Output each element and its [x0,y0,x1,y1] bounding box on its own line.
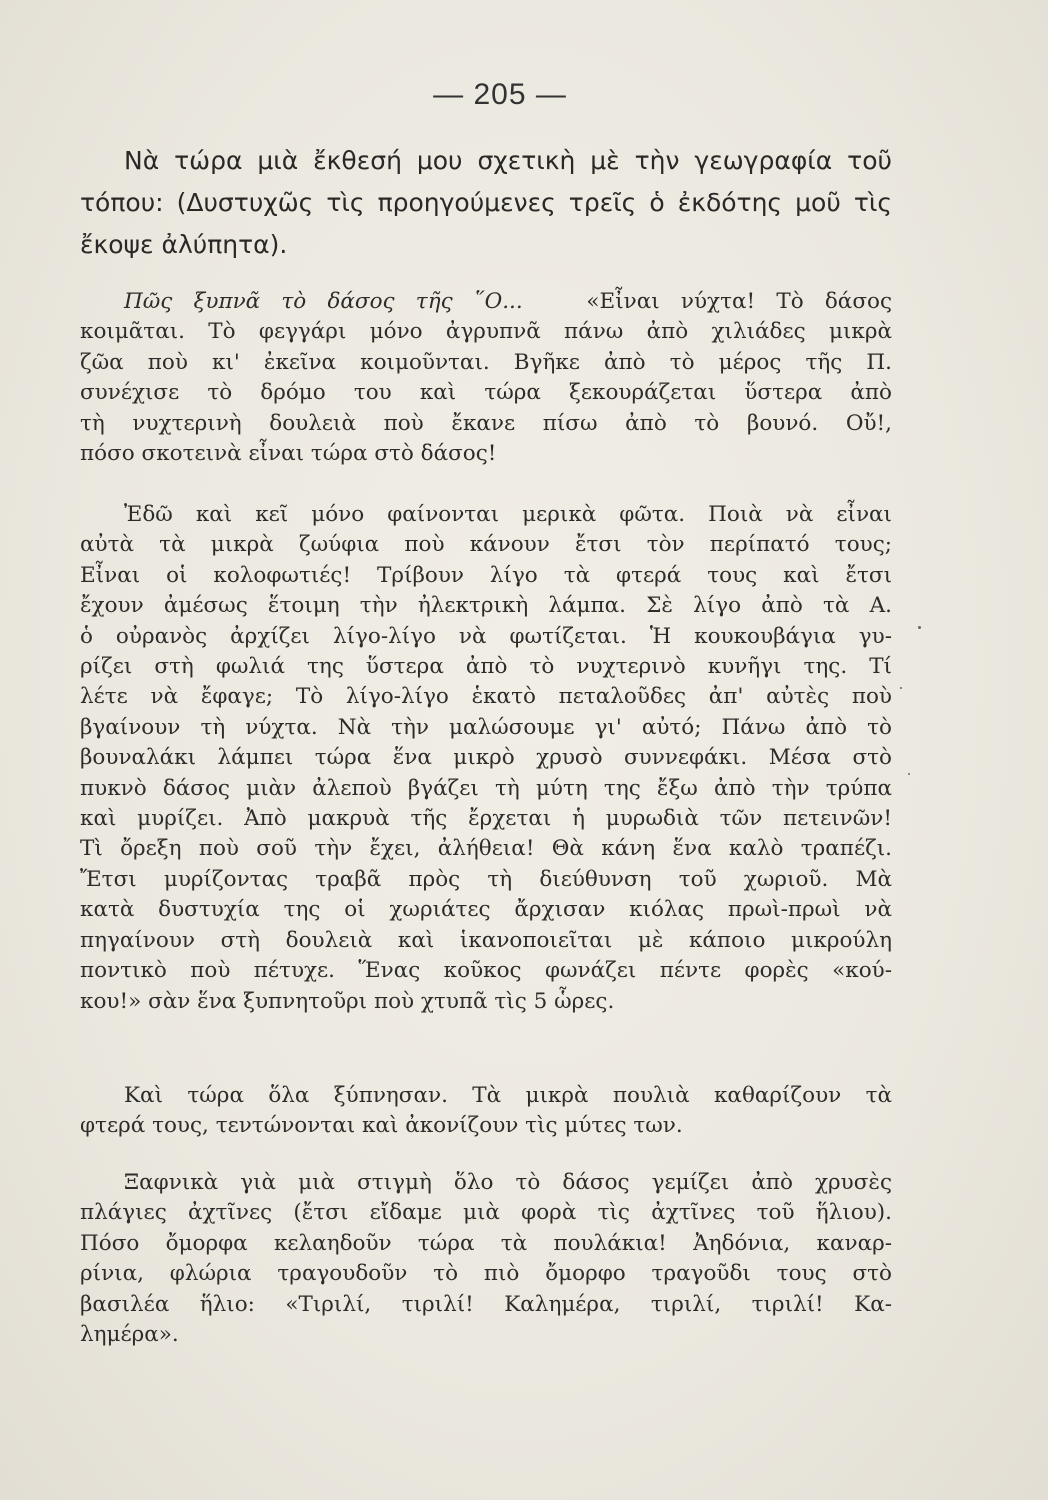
text-line: ὁ οὐρανὸς ἀρχίζει λίγο-λίγο νὰ φωτίζεται. Ἡ κουκουβάγια γυ- [80,623,892,649]
text-line: Ξαφνικὰ γιὰ μιὰ στιγμὴ ὅλο τὸ δάσος γεμίζει ἀπὸ χρυσὲς [124,1170,892,1195]
intro-paragraph [80,140,892,266]
text-line: κατὰ δυστυχία της οἱ χωριάτες ἄρχισαν κιόλας πρωὶ-πρωὶ νὰ [80,897,892,923]
paper-speck [918,626,921,629]
text-line: ζῶα ποὺ κι' ἐκεῖνα κοιμοῦνται. Βγῆκε ἀπὸ τὸ μέρος τῆς Π. [80,349,892,375]
text-line: Πόσο ὄμορφα κελαηδοῦν τώρα τὰ πουλάκια! Ἀηδόνια, καναρ- [80,1230,892,1256]
text-fragment: «Εἶναι νύχτα! Τὸ δάσος [586,289,892,314]
paragraph-fireflies [80,500,892,1017]
essay-title: Πῶς ξυπνᾶ τὸ δάσος τῆς ῞Ο... [124,289,523,314]
text-line: Καὶ τώρα ὅλα ξύπνησαν. Τὰ μικρὰ πουλιὰ καθαρίζουν τὰ [124,1083,892,1108]
text-line: ρίνια, φλώρια τραγουδοῦν τὸ πιὸ ὄμορφο τραγοῦδι τους στὸ [80,1261,892,1287]
text-line: ἔκοψε ἀλύπητα). [80,230,288,259]
text-line: βγαίνουν τὴ νύχτα. Νὰ τὴν μαλώσουμε γι' αὐτό; Πάνω ἀπὸ τὸ [80,714,892,740]
text-line: Εἶναι οἱ κολοφωτιές! Τρίβουν λίγο τὰ φτερά τους καὶ ἔτσι [80,562,892,588]
text-line: τὴ νυχτερινὴ δουλειὰ ποὺ ἔκανε πίσω ἀπὸ τὸ βουνό. Οὔ!, [80,410,892,436]
text-line: πόσο σκοτεινὰ εἶναι τώρα στὸ δάσος! [80,441,497,467]
text-line: ἔχουν ἀμέσως ἕτοιμη τὴν ἠλεκτρικὴ λάμπα. Σὲ λίγο ἀπὸ τὰ Α. [80,593,892,619]
text-line: κοιμᾶται. Τὸ φεγγάρι μόνο ἀγρυπνᾶ πάνω ἀπὸ χιλιάδες μικρὰ [80,319,892,345]
paper-speck [900,687,902,689]
text-line: Ἐδῶ καὶ κεῖ μόνο φαίνονται μερικὰ φῶτα. Ποιὰ νὰ εἶναι [124,502,892,527]
text-line: βασιλέα ἥλιο: «Τιριλί, τιριλί! Καλημέρα, τιριλί, τιριλί! Κα- [80,1291,892,1317]
text-line: Τὶ ὄρεξη ποὺ σοῦ τὴν ἔχει, ἀλήθεια! Θὰ κάνη ἕνα καλὸ τραπέζι. [80,836,892,862]
text-line: βουναλάκι λάμπει τώρα ἕνα μικρὸ χρυσὸ συννεφάκι. Μέσα στὸ [80,745,892,771]
text-line: καὶ μυρίζει. Ἀπὸ μακρυὰ τῆς ἔρχεται ἡ μυρωδιὰ τῶν πετεινῶν! [80,806,892,832]
text-line: λέτε νὰ ἔφαγε; Τὸ λίγο-λίγο ἑκατὸ πεταλοῦδες ἀπ' αὐτὲς ποὺ [80,684,892,710]
text-line: φτερά τους, τεντώνονται καὶ ἀκονίζουν τὶς μύτες των. [80,1113,683,1139]
text-line: αὐτὰ τὰ μικρὰ ζωύφια ποὺ κάνουν ἔτσι τὸν περίπατό τους; [80,532,892,558]
paragraph-forest-wakes [80,287,892,469]
text-line: λημέρα». [80,1322,179,1348]
text-line: συνέχισε τὸ δρόμο του καὶ τώρα ξεκουράζεται ὕστερα ἀπὸ [80,380,892,406]
text-line: κου!» σὰν ἕνα ξυπνητοῦρι ποὺ χτυπᾶ τὶς 5 ὧρες. [80,988,615,1014]
text-line: πυκνὸ δάσος μιὰν ἀλεποὺ βγάζει τὴ μύτη της ἔξω ἀπὸ τὴν τρύπα [80,775,892,801]
text-line: ποντικὸ ποὺ πέτυχε. Ἕνας κοῦκος φωνάζει πέντε φορὲς «κού- [80,958,892,984]
text-line: πλάγιες ἀχτῖνες (ἔτσι εἴδαμε μιὰ φορὰ τὶς ἀχτῖνες τοῦ ἥλιου). [80,1200,892,1226]
text-line: τόπου: (Δυστυχῶς τὶς προηγούμενες τρεῖς ὁ ἐκδότης μοῦ τὶς [80,188,892,217]
text-line: ρίζει στὴ φωλιά της ὕστερα ἀπὸ τὸ νυχτερινὸ κυνῆγι της. Τί [80,654,892,680]
paragraph-sunrise [80,1168,892,1350]
paragraph-birds-wake [80,1081,892,1142]
text-line: Ἔτσι μυρίζοντας τραβᾶ πρὸς τὴ διεύθυνση τοῦ χωριοῦ. Μὰ [80,866,892,892]
text-line [80,287,892,317]
text-line: Νὰ τώρα μιὰ ἔκθεσή μου σχετικὴ μὲ τὴν γεωγραφία τοῦ [124,146,892,175]
page-number: — 205 — [433,78,567,111]
text-line: πηγαίνουν στὴ δουλειὰ καὶ ἱκανοποιεῖται μὲ κάποιο μικρούλη [80,927,892,953]
paper-speck [908,773,910,775]
